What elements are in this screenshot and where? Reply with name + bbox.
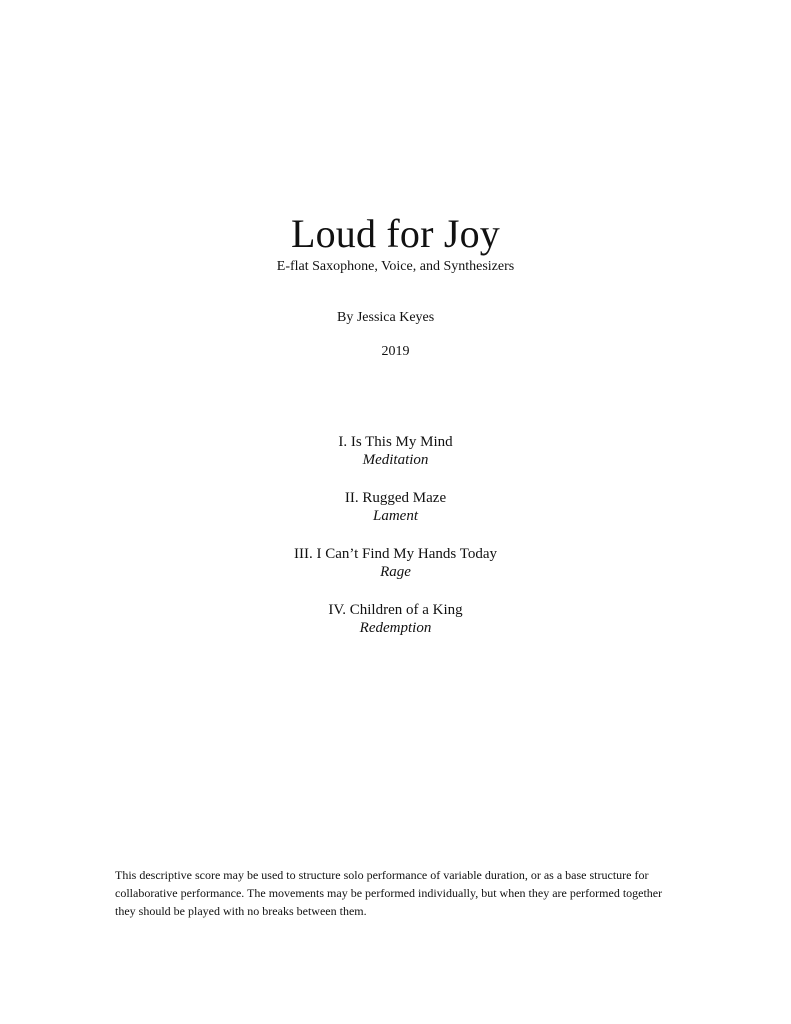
- movement-subtitle: Redemption: [359, 620, 432, 636]
- movement-subtitle: Meditation: [362, 452, 429, 468]
- movement-item: [0, 601, 791, 657]
- movement-item: [0, 489, 791, 545]
- movement-list: [0, 433, 791, 657]
- movement-subtitle: Rage: [380, 564, 411, 580]
- movement-name: II. Rugged Maze: [344, 490, 447, 506]
- author-line: By Jessica Keyes: [337, 310, 435, 325]
- year: 2019: [381, 344, 410, 359]
- page-title: Loud for Joy: [290, 211, 501, 256]
- movement-name: IV. Children of a King: [328, 602, 463, 618]
- movement-item: [0, 545, 791, 601]
- movement-item: [0, 433, 791, 489]
- performance-note: This descriptive score may be used to structure solo performance of variable duration, or as a base structure for collaborative performance. The movements may be performed individually, but when they are performed together they should be played with no breaks between them.: [115, 868, 663, 918]
- movement-subtitle: Lament: [373, 508, 418, 524]
- movement-name: I. Is This My Mind: [338, 434, 453, 450]
- movement-name: III. I Can’t Find My Hands Today: [294, 546, 497, 562]
- instrumentation-subtitle: E-flat Saxophone, Voice, and Synthesizers: [276, 259, 515, 274]
